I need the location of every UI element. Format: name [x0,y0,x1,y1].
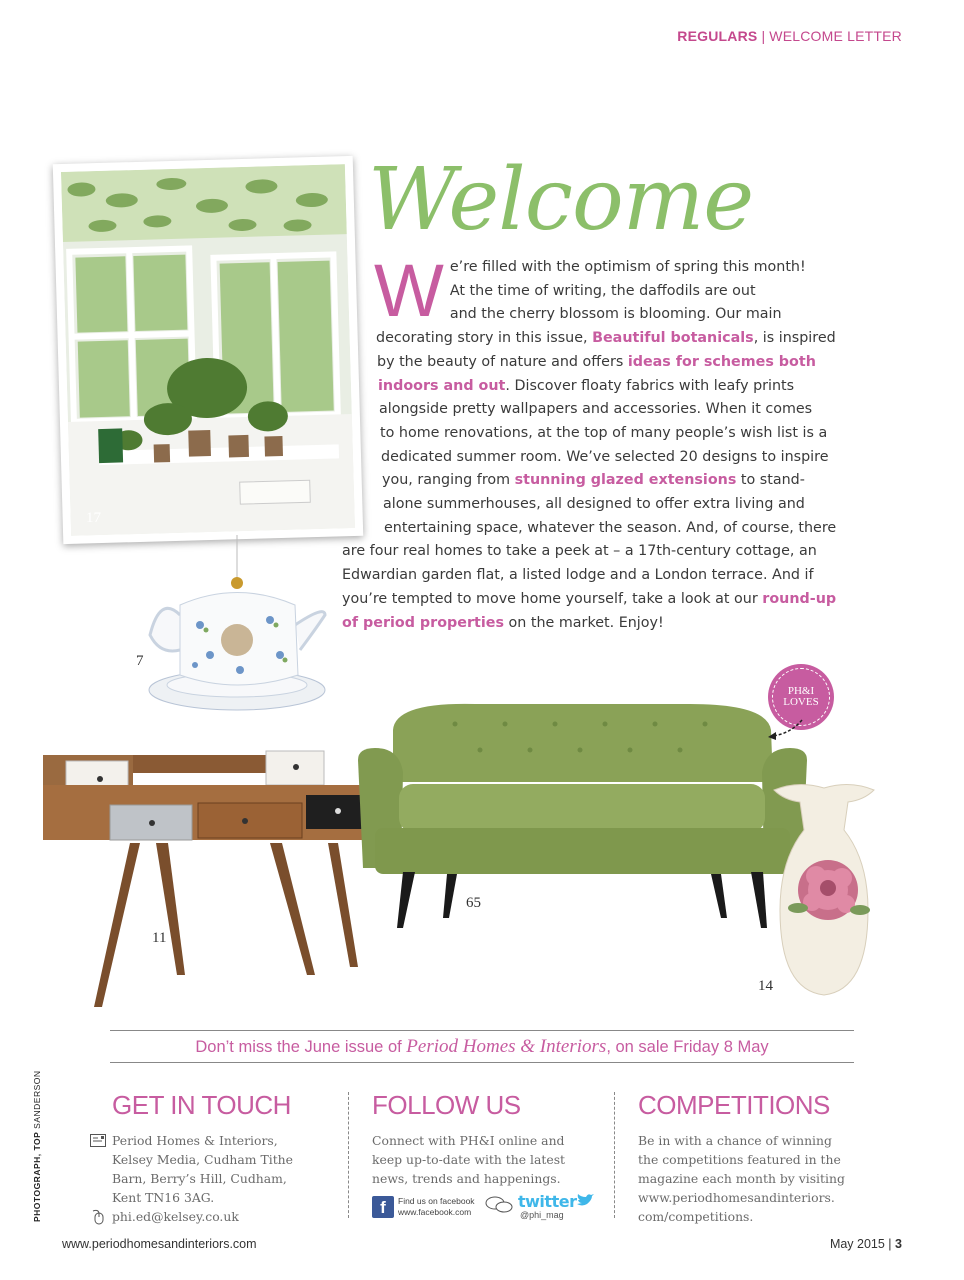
rose-vase-image [768,780,880,1000]
product-number-teapot: 7 [136,653,144,669]
letter-text: decorating story in this issue, [376,330,593,347]
link-indoors-out[interactable]: indoors and out [378,377,506,394]
speech-bubbles-icon [484,1194,514,1216]
address-line: Period Homes & Interiors, [112,1133,278,1148]
letter-text: by the beauty of nature and offers [377,353,628,370]
letter-line: to home renovations, at the top of many people’s wish list is a [380,424,828,441]
follow-us-heading: FOLLOW US [372,1090,521,1120]
letter-icon [90,1134,106,1147]
address-line: Barn, Berry’s Hill, Cudham, [112,1171,287,1186]
facebook-text [398,1196,475,1218]
letter-line [340,612,810,636]
follow-text: news, trends and happenings. [372,1171,561,1186]
badge-line2: LOVES [783,696,819,708]
address-line: Kelsey Media, Cudham Tithe [112,1152,293,1167]
welcome-letter [340,249,837,635]
letter-line: e’re filled with the optimism of spring this month! [449,259,806,275]
link-beautiful-botanicals[interactable]: Beautiful botanicals [592,330,754,347]
competitions-link[interactable]: www.periodhomesandinteriors. [638,1190,835,1205]
facebook-label: Find us on facebook [398,1196,475,1206]
mouse-icon [90,1209,106,1225]
badge-line1: PH&I [787,685,815,697]
address-line: Kent TN16 3AG. [112,1190,215,1205]
follow-text: Connect with PH&I online and [372,1133,565,1148]
desk-image [40,745,375,1010]
letter-line: entertaining space, whatever the season. And, of course, there [384,519,837,536]
get-in-touch-section [112,1090,332,1226]
letter-line: At the time of writing, the daffodils are out [449,282,756,299]
twitter-logo: twitter [518,1192,577,1211]
competitions-heading: COMPETITIONS [638,1090,830,1120]
product-number-desk: 11 [152,930,167,946]
letter-text: you’re tempted to move home yourself, take a look at our [342,590,763,607]
competitions-text: Be in with a chance of winning [638,1133,832,1148]
competitions-text: magazine each month by visiting [638,1171,845,1186]
banner-text: Don’t miss the June issue of [195,1038,407,1056]
product-number-vase: 14 [758,978,773,994]
welcome-title: Welcome [368,150,754,250]
twitter-bird-icon [576,1194,594,1208]
letter-text: on the market. Enjoy! [503,614,664,631]
badge-arrow-icon [766,718,806,740]
letter-text: you, ranging from [382,472,515,489]
photo-number: 17 [86,510,101,526]
section-header [677,28,902,44]
letter-line: are four real homes to take a peek at – a 17th-century cottage, an [342,543,817,560]
letter-line [340,588,837,612]
column-divider [348,1092,349,1218]
email-link[interactable]: phi.ed@kelsey.co.uk [112,1209,239,1224]
letter-line: alone summerhouses, all designed to offer extra living and [383,496,805,513]
page-label: WELCOME LETTER [769,28,902,44]
greenhouse-photo [53,156,363,544]
letter-line: Edwardian garden flat, a listed lodge and a London terrace. And if [342,567,814,584]
link-period-properties[interactable]: of period properties [342,614,504,631]
letter-line [340,327,836,351]
footer-url[interactable]: www.periodhomesandinteriors.com [62,1237,257,1251]
magazine-name: Period Homes & Interiors [406,1036,607,1057]
link-ideas-schemes[interactable]: ideas for schemes both [627,353,816,370]
competitions-text: the competitions featured in the [638,1152,841,1167]
link-glazed-extensions[interactable]: stunning glazed extensions [514,472,737,489]
letter-line [340,375,810,399]
page-number: 3 [895,1237,902,1251]
letter-text: . Discover floaty fabrics with leafy prints [505,377,795,394]
letter-line: dedicated summer room. We’ve selected 20 designs to inspire [381,448,829,465]
get-in-touch-heading: GET IN TOUCH [112,1090,291,1120]
letter-text: , is inspired [753,330,836,347]
letter-line: and the cherry blossom is blooming. Our main [449,306,782,323]
credit-label: PHOTOGRAPH, TOP [32,1131,42,1222]
facebook-url: www.facebook.com [398,1207,472,1217]
section-label: REGULARS [677,28,758,44]
dropcap: W [374,249,444,332]
competitions-section [638,1090,878,1226]
green-sofa-image [355,700,810,930]
competitions-link[interactable]: com/competitions. [638,1209,754,1224]
header-separator: | [761,28,766,44]
column-divider [614,1092,615,1218]
banner-text: , on sale Friday 8 May [606,1038,769,1056]
link-round-up[interactable]: round-up [762,590,837,607]
product-number-sofa: 65 [466,895,481,911]
facebook-icon: f [372,1196,394,1218]
teapot-birdhouse-image [140,535,340,725]
credit-name: SANDERSON [32,1070,42,1129]
twitter-handle: @phi_mag [520,1210,564,1220]
follow-us-section [372,1090,602,1188]
letter-line: alongside pretty wallpapers and accessories. When it comes [379,401,813,418]
footer-page-info [830,1237,902,1251]
greenhouse-illustration [61,164,355,536]
footer-date: May 2015 | [829,1237,892,1251]
facebook-link[interactable] [372,1196,475,1218]
letter-line [340,469,810,493]
letter-line [340,351,816,375]
follow-text: keep up-to-date with the latest [372,1152,566,1167]
next-issue-banner [110,1030,854,1063]
photo-credit [32,1070,42,1222]
letter-text: to stand- [736,472,805,489]
